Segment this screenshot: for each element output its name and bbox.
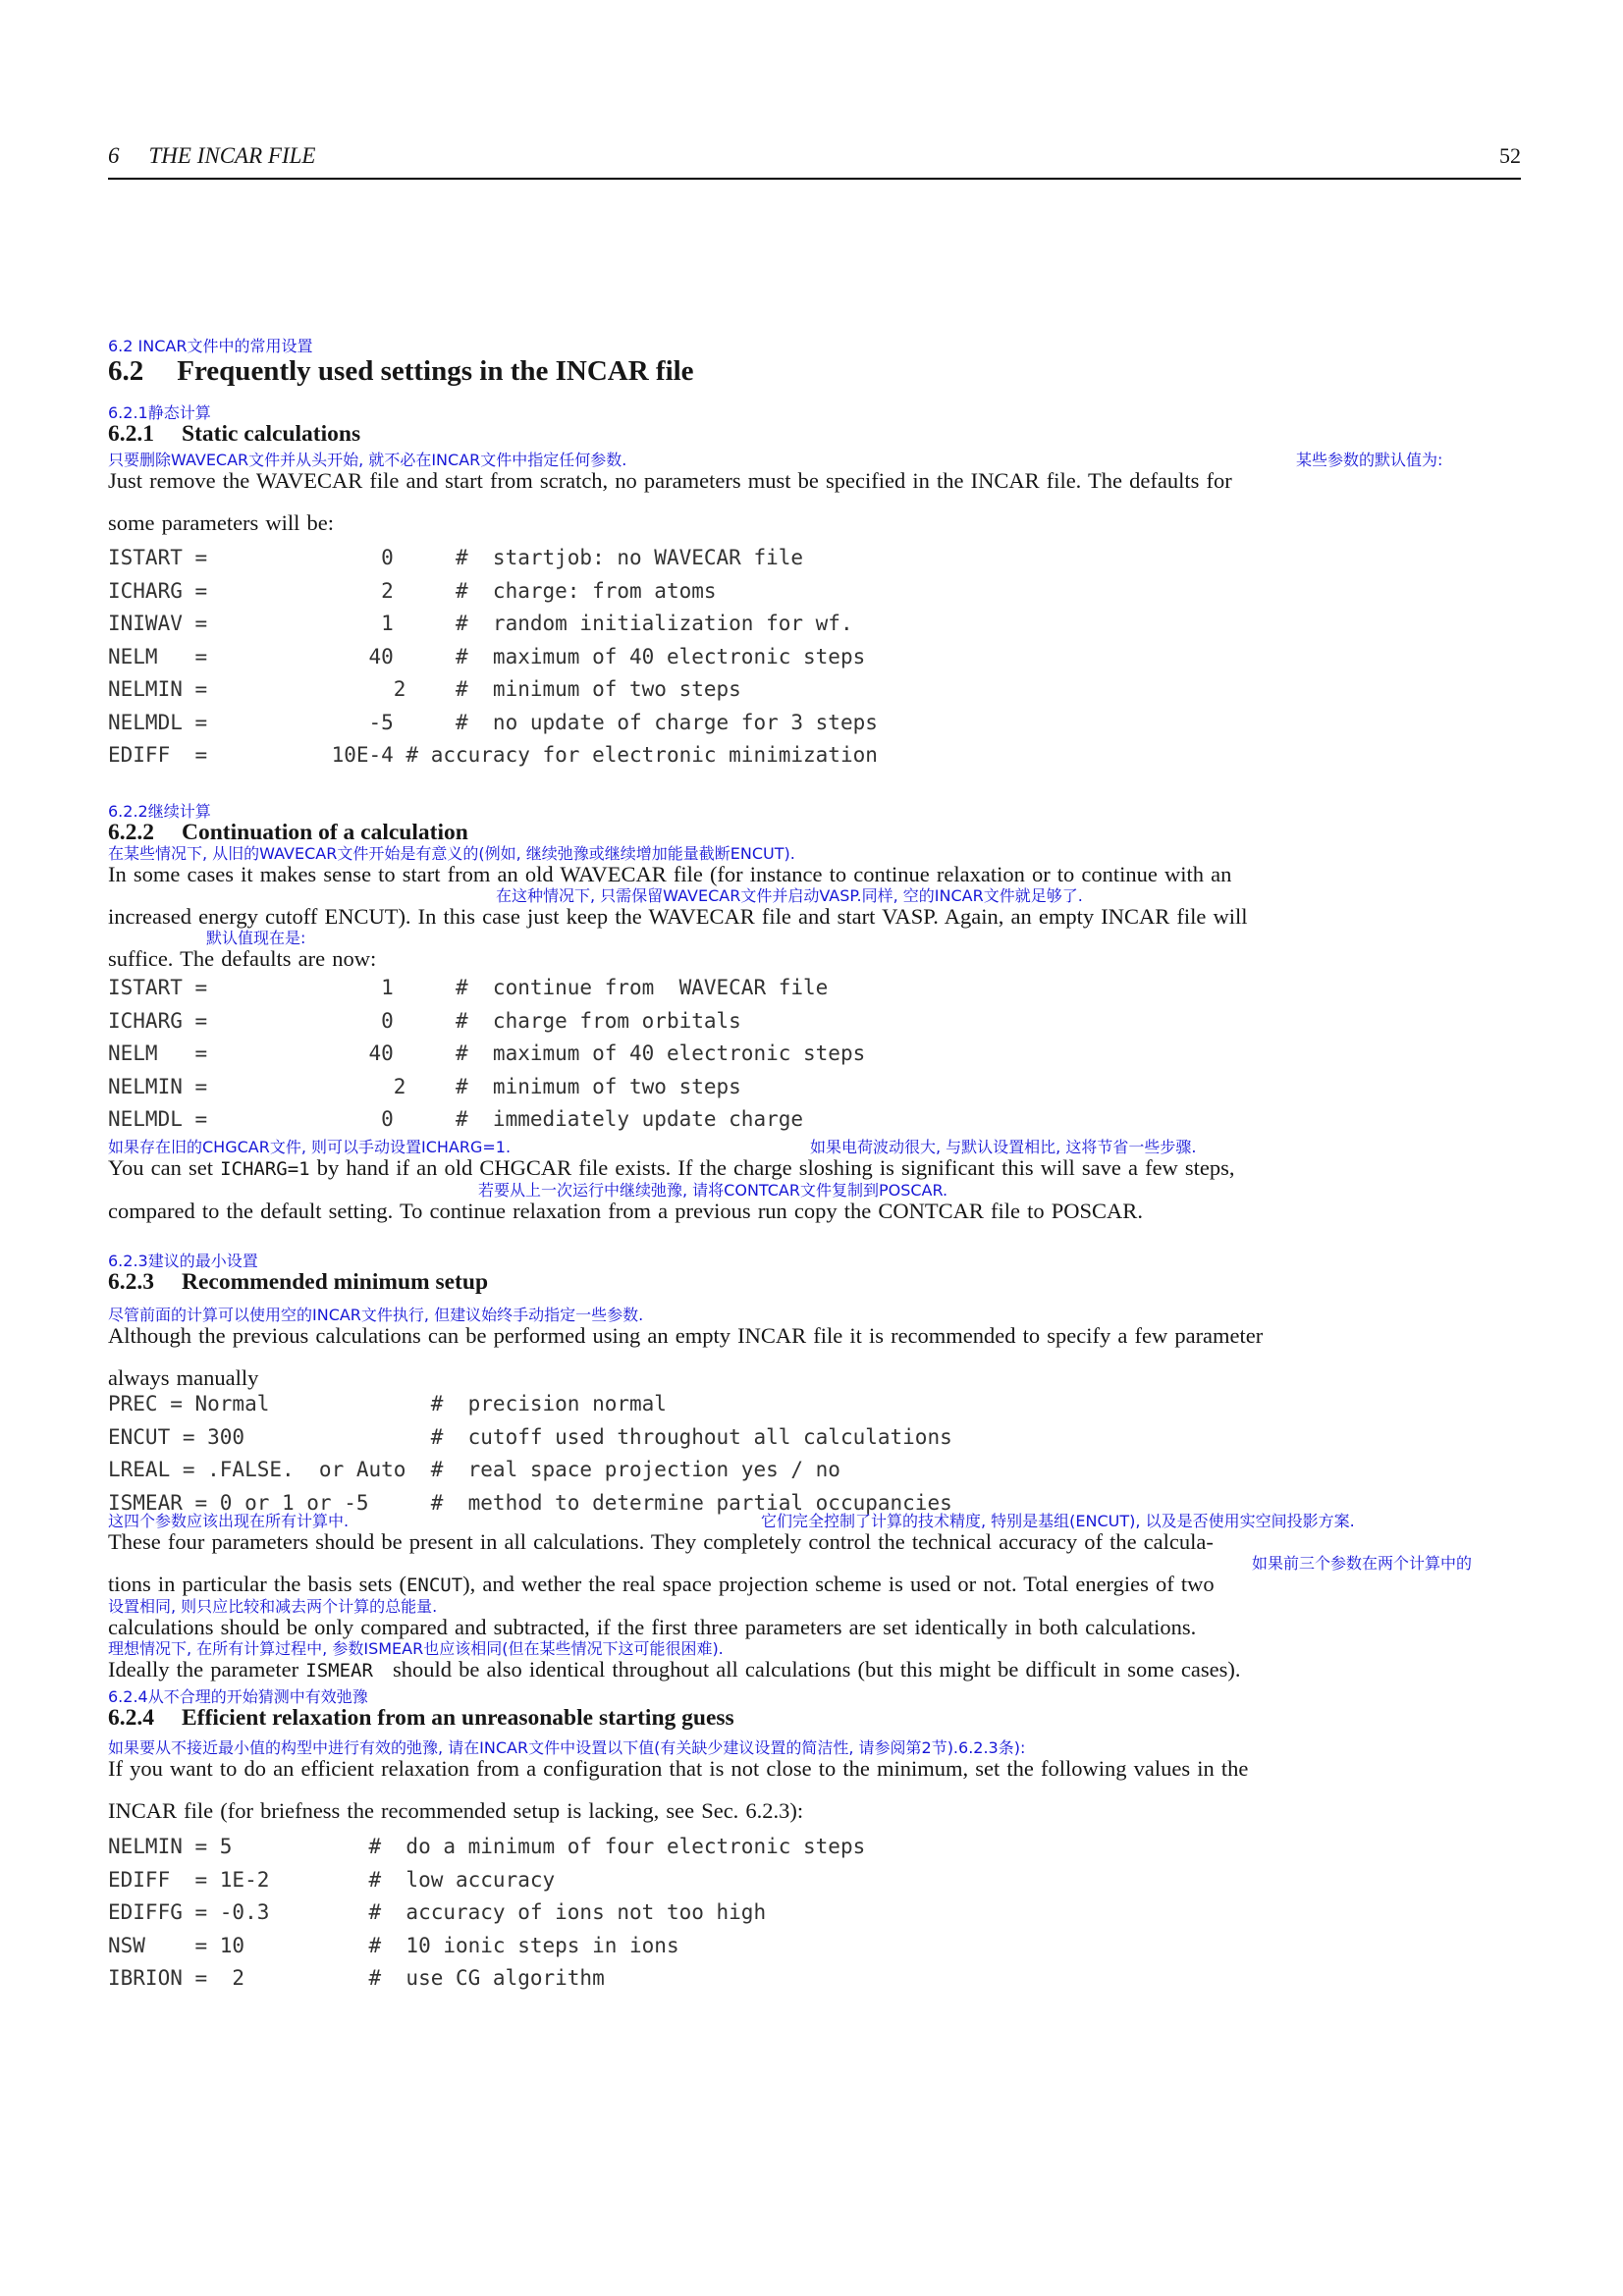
section-6-2-2-zh-annotation: 6.2.2继续计算 (108, 802, 211, 821)
en-text: Although the previous calculations can be performed using an empty INCAR file it is recommended to specify a few parameter (108, 1323, 1264, 1348)
section-6-2-4-zh-annotation: 6.2.4从不合理的开始猜测中有效弛豫 (108, 1687, 368, 1706)
section-number: 6.2.1 (108, 421, 154, 447)
paragraph-line (108, 1640, 1521, 1683)
section-6-2-2 (108, 803, 1521, 846)
code-line: NELMIN = 2 # minimum of two steps (108, 1074, 741, 1098)
zh-annotation-row (108, 1349, 1521, 1365)
zh-annotation: 在这种情况下, 只需保留WAVECAR文件并启动VASP.同样, 空的INCAR文件就足够了. (496, 886, 1083, 905)
code-line: INIWAV = 1 # random initialization for wf. (108, 612, 853, 635)
code-line: NELMDL = 0 # immediately update charge (108, 1107, 804, 1131)
zh-annotation: 某些参数的默认值为: (1296, 451, 1443, 469)
zh-annotation-row (108, 452, 1521, 468)
zh-annotation-row (108, 887, 1521, 904)
zh-annotation: 这四个参数应该出现在所有计算中. (108, 1512, 350, 1530)
section-title: Efficient relaxation from an unreasonable starting guess (182, 1705, 734, 1731)
en-text: increased energy cutoff ENCUT). In this case just keep the WAVECAR file and start VASP. Again, an empty INCAR file will (108, 904, 1248, 929)
page-header (108, 143, 1521, 180)
code-line: LREAL = .FALSE. or Auto # real space projection yes / no (108, 1458, 840, 1481)
en-text: In some cases it makes sense to start from an old WAVECAR file (for instance to continue relaxation or to continue with an (108, 862, 1232, 886)
code-block-recommended-minimum (108, 1388, 1521, 1520)
paragraph-line (108, 1739, 1521, 1782)
zh-annotation-row (108, 1640, 1521, 1657)
paragraph-line (108, 1782, 1521, 1824)
zh-annotation: 如果前三个参数在两个计算中的 (1252, 1554, 1473, 1573)
code-line: ISTART = 0 # startjob: no WAVECAR file (108, 546, 804, 569)
en-text: You can set ICHARG=1 by hand if an old CHGCAR file exists. If the charge sloshing is significant this will save a few steps, (108, 1155, 1235, 1180)
zh-annotation-row (108, 930, 1521, 946)
section-6-2-heading (108, 354, 1521, 388)
code-line: PREC = Normal # precision normal (108, 1392, 667, 1415)
paragraph-line (108, 494, 1521, 536)
zh-annotation: 理想情况下, 在所有计算过程中, 参数ISMEAR也应该相同(但在某些情况下这可能很困难). (108, 1639, 724, 1658)
section-6-2 (108, 338, 1521, 388)
zh-annotation-row (108, 1139, 1521, 1155)
en-text: calculations should be only compared and subtracted, if the first three parameters are set identically in both calculations. (108, 1615, 1197, 1639)
zh-annotation: 只要删除WAVECAR文件并从头开始, 就不必在INCAR文件中指定任何参数. (108, 451, 627, 469)
section-6-2-3-heading (108, 1269, 1521, 1296)
code-line: NELMIN = 2 # minimum of two steps (108, 677, 741, 701)
section-6-2-3 (108, 1253, 1521, 1296)
code-line: NELM = 40 # maximum of 40 electronic steps (108, 644, 866, 668)
zh-annotation: 它们完全控制了计算的技术精度, 特别是基组(ENCUT), 以及是否使用实空间投影方案. (761, 1512, 1355, 1530)
section-title: Continuation of a calculation (182, 820, 468, 845)
zh-annotation: 尽管前面的计算可以使用空的INCAR文件执行, 但建议始终手动指定一些参数. (108, 1306, 644, 1324)
paragraph-line (108, 1555, 1521, 1598)
zh-annotation-row (108, 845, 1521, 862)
code-line: ISMEAR = 0 or 1 or -5 # method to determine partial occupancies (108, 1490, 952, 1515)
paragraph-line (108, 1139, 1521, 1182)
section-6-2-4-heading (108, 1705, 1521, 1732)
en-text: INCAR file (for briefness the recommended setup is lacking, see Sec. 6.2.3): (108, 1798, 804, 1823)
section-6-2-1 (108, 404, 1521, 448)
paragraph-icharg-note (108, 1139, 1521, 1224)
en-text: If you want to do an efficient relaxation from a configuration that is not close to the minimum, set the following values in the (108, 1756, 1249, 1781)
paragraph-line (108, 930, 1521, 972)
section-6-2-1-heading (108, 421, 1521, 448)
code-line: ICHARG = 2 # charge: from atoms (108, 578, 717, 603)
zh-annotation-row (108, 1739, 1521, 1756)
code-line: NELMDL = -5 # no update of charge for 3 steps (108, 710, 878, 734)
section-title: Static calculations (182, 421, 361, 447)
paragraph-line (108, 1598, 1521, 1640)
zh-annotation-row (108, 1598, 1521, 1615)
zh-annotation: 如果要从不接近最小值的构型中进行有效的弛豫, 请在INCAR文件中设置以下值(有关缺少建议设置的简洁性, 请参阅第2节).6.2.3条): (108, 1738, 1026, 1757)
paragraph-line (108, 845, 1521, 887)
paragraph-efficient-relaxation (108, 1739, 1521, 1824)
section-6-2-3-zh-annotation: 6.2.3建议的最小设置 (108, 1252, 258, 1270)
section-6-2-1-zh-annotation: 6.2.1静态计算 (108, 403, 211, 422)
en-text: tions in particular the basis sets (ENCUT), and wether the real space projection scheme is used or not. Total energies of two (108, 1572, 1215, 1596)
code-line: NELMIN = 5 # do a minimum of four electronic steps (108, 1835, 866, 1858)
paragraph-line (108, 1182, 1521, 1224)
section-6-2-2-heading (108, 820, 1521, 846)
section-title: Frequently used settings in the INCAR file (177, 355, 694, 387)
code-line: EDIFF = 1E-2 # low accuracy (108, 1867, 556, 1892)
zh-annotation-row (108, 494, 1521, 510)
section-6-2-zh-annotation: 6.2 INCAR文件中的常用设置 (108, 337, 313, 355)
code-line: ISTART = 1 # continue from WAVECAR file (108, 976, 829, 999)
zh-annotation-row (108, 1182, 1521, 1199)
en-text: some parameters will be: (108, 510, 335, 535)
section-6-2-4 (108, 1688, 1521, 1732)
paragraph-static-calculations (108, 452, 1521, 536)
paragraph-recommended-setup (108, 1307, 1521, 1391)
en-text: suffice. The defaults are now: (108, 946, 377, 971)
paragraph-line (108, 452, 1521, 494)
paragraph-line (108, 1349, 1521, 1391)
chapter-number: 6 (108, 143, 120, 168)
zh-annotation-row (108, 1513, 1521, 1529)
zh-annotation: 设置相同, 则只应比较和减去两个计算的总能量. (108, 1597, 438, 1616)
paragraph-line (108, 1513, 1521, 1555)
section-number: 6.2.3 (108, 1269, 154, 1295)
code-line: NSW = 10 # 10 ionic steps in ions (108, 1933, 679, 1957)
code-block-unreasonable-start (108, 1831, 1521, 1996)
zh-annotation: 在某些情况下, 从旧的WAVECAR文件开始是有意义的(例如, 继续弛豫或继续增加能量截断ENCUT). (108, 844, 795, 863)
code-block-continuation-defaults (108, 972, 1521, 1137)
code-line: EDIFF = 10E-4 # accuracy for electronic minimization (108, 743, 878, 767)
code-line: IBRION = 2 # use CG algorithm (108, 1966, 605, 1990)
zh-annotation-row (108, 1555, 1521, 1572)
paragraph-line (108, 1307, 1521, 1349)
section-number: 6.2.4 (108, 1705, 154, 1731)
code-line: NELM = 40 # maximum of 40 electronic steps (108, 1041, 866, 1065)
paragraph-continuation (108, 845, 1521, 972)
section-number: 6.2 (108, 355, 144, 387)
en-text: always manually (108, 1365, 259, 1390)
zh-annotation: 若要从上一次运行中继续弛豫, 请将CONTCAR文件复制到POSCAR. (478, 1181, 948, 1200)
zh-annotation: 如果存在旧的CHGCAR文件, 则可以手动设置ICHARG=1. (108, 1138, 512, 1156)
page-number: 52 (1499, 143, 1521, 168)
zh-annotation-row (108, 1307, 1521, 1323)
zh-annotation-row (108, 1782, 1521, 1798)
en-text: Just remove the WAVECAR file and start from scratch, no parameters must be specified in the INCAR file. The defaults for (108, 468, 1232, 493)
code-line: ENCUT = 300 # cutoff used throughout all calculations (108, 1424, 952, 1449)
section-number: 6.2.2 (108, 820, 154, 845)
zh-annotation: 如果电荷波动很大, 与默认设置相比, 这将节省一些步骤. (810, 1138, 1197, 1156)
paragraph-four-parameters (108, 1513, 1521, 1683)
en-text: These four parameters should be present in all calculations. They completely control the technical accuracy of the calcula- (108, 1529, 1214, 1554)
section-title: Recommended minimum setup (182, 1269, 489, 1295)
en-text: Ideally the parameter ISMEAR should be also identical throughout all calculations (but this might be difficult in some cases). (108, 1657, 1241, 1682)
zh-annotation: 默认值现在是: (206, 929, 306, 947)
chapter-heading (108, 143, 315, 169)
en-text: compared to the default setting. To continue relaxation from a previous run copy the CONTCAR file to POSCAR. (108, 1199, 1143, 1223)
chapter-title: THE INCAR FILE (148, 143, 316, 168)
paragraph-line (108, 887, 1521, 930)
code-line: ICHARG = 0 # charge from orbitals (108, 1008, 741, 1033)
code-block-static-defaults (108, 542, 1521, 773)
code-line: EDIFFG = -0.3 # accuracy of ions not too high (108, 1900, 767, 1924)
